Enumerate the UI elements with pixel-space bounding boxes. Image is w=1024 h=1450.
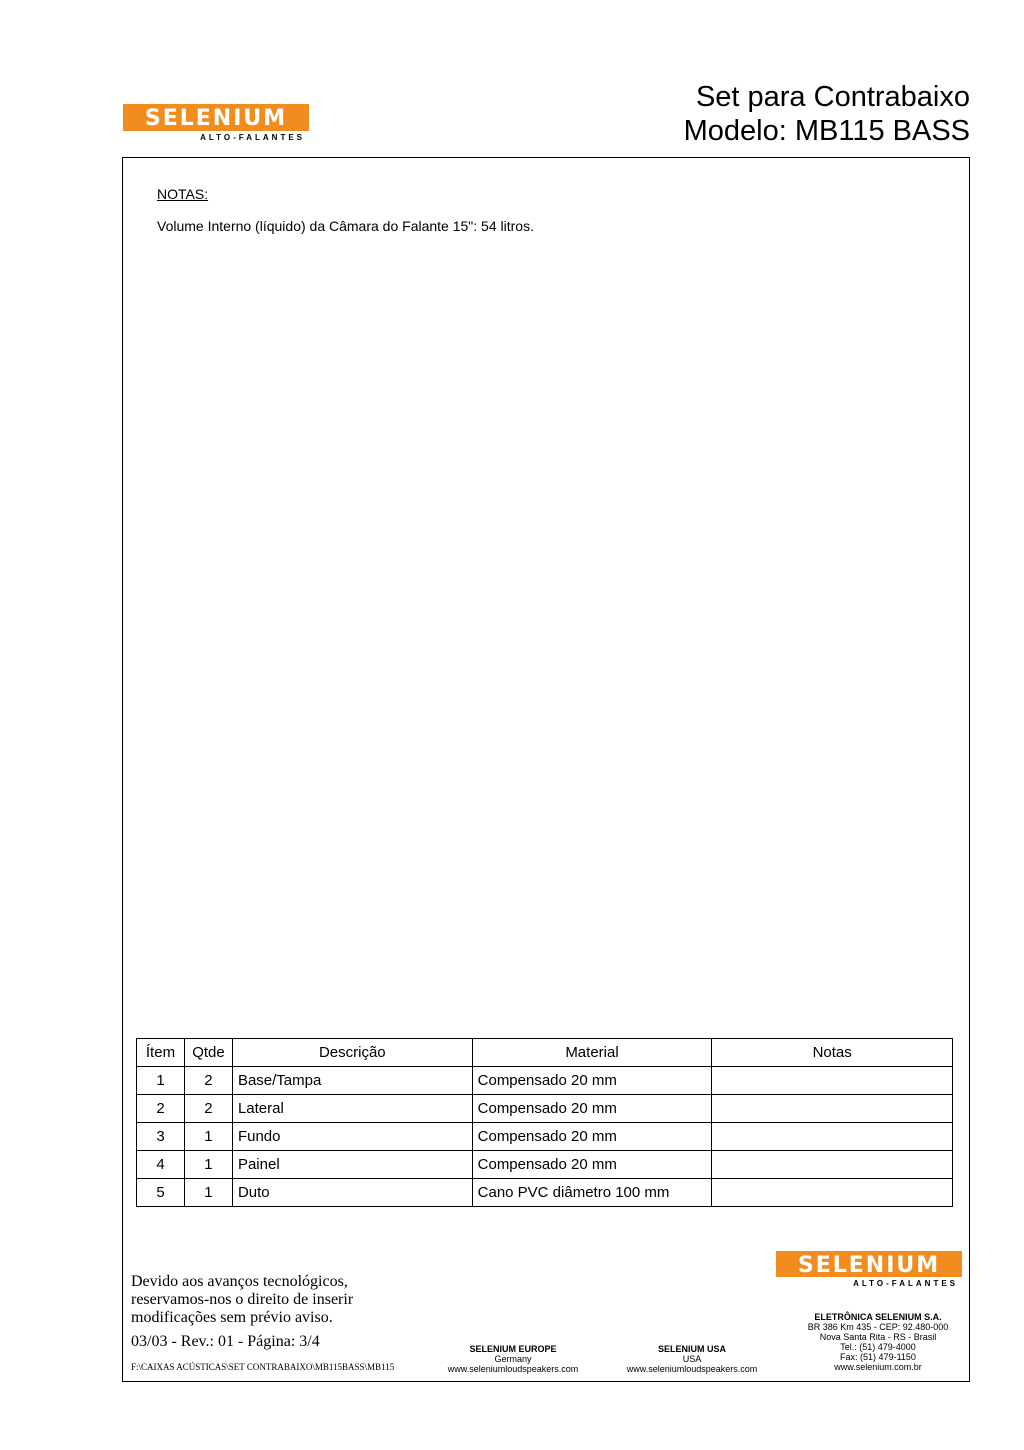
footer-logo-wordmark: SELENIUM [776,1251,962,1277]
cell-notas [712,1123,953,1151]
contact-name: SELENIUM USA [657,1344,726,1354]
file-path: F:\CAIXAS ACÚSTICAS\SET CONTRABAIXO\MB115BASS\MB115 [131,1362,395,1372]
table-row [137,1123,953,1151]
table-row [137,1095,953,1123]
cell-notas [712,1067,953,1095]
cell-descricao: Fundo [232,1123,472,1151]
table-row [137,1067,953,1095]
cell-item: 4 [137,1151,185,1179]
disclaimer-text [131,1273,353,1327]
contact-website: www.seleniumloudspeakers.com [447,1364,579,1374]
cell-item: 2 [137,1095,185,1123]
contact-country: Germany [494,1354,532,1364]
title-line-1: Set para Contrabaixo [695,81,970,113]
disclaimer-line: reservamos-nos o direito de inserir [131,1291,354,1308]
disclaimer-line: modificações sem prévio aviso. [131,1309,333,1326]
contact-phone: Tel.: (51) 479-4000 [840,1342,916,1352]
header-notas: Notas [712,1039,953,1067]
cell-notas [712,1095,953,1123]
cell-notas [712,1151,953,1179]
table-row [137,1179,953,1207]
header-qtde: Qtde [184,1039,232,1067]
contact-address: BR 386 Km 435 - CEP: 92.480-000 [807,1322,949,1332]
contact-website: www.seleniumloudspeakers.com [626,1364,758,1374]
cell-descricao: Painel [232,1151,472,1179]
parts-table [136,1038,953,1207]
cell-item: 3 [137,1123,185,1151]
footer-logo-tagline: ALTO-FALANTES [853,1279,958,1288]
cell-material: Cano PVC diâmetro 100 mm [472,1179,712,1207]
cell-qtde: 1 [184,1123,232,1151]
contact-fax: Fax: (51) 479-1150 [840,1352,916,1362]
cell-descricao: Duto [232,1179,472,1207]
contact-website: www.selenium.com.br [834,1362,922,1372]
cell-qtde: 1 [184,1179,232,1207]
contact-brazil [796,1312,960,1372]
contact-name: SELENIUM EUROPE [469,1344,557,1354]
title-line-2: Modelo: MB115 BASS [683,115,970,147]
cell-descricao: Base/Tampa [232,1067,472,1095]
selenium-logo [123,104,309,142]
notes-text: Volume Interno (líquido) da Câmara do Falante 15": 54 litros. [157,218,534,234]
header-material: Material [472,1039,712,1067]
disclaimer-line: Devido aos avanços tecnológicos, [131,1273,348,1290]
cell-material: Compensado 20 mm [472,1067,712,1095]
table-header-row [137,1039,953,1067]
notes-heading: NOTAS: [157,186,209,202]
table-row [137,1151,953,1179]
revision-info: 03/03 - Rev.: 01 - Página: 3/4 [131,1333,320,1350]
contact-europe [432,1344,594,1374]
contact-usa [611,1344,773,1374]
header-item: Ítem [137,1039,185,1067]
cell-material: Compensado 20 mm [472,1123,712,1151]
contact-name: ELETRÔNICA SELENIUM S.A. [814,1312,942,1322]
contact-address: Nova Santa Rita - RS - Brasil [819,1332,937,1342]
logo-tagline: ALTO-FALANTES [200,133,305,142]
cell-item: 5 [137,1179,185,1207]
logo-wordmark: SELENIUM [123,104,309,131]
cell-material: Compensado 20 mm [472,1151,712,1179]
cell-descricao: Lateral [232,1095,472,1123]
cell-qtde: 2 [184,1067,232,1095]
document-title [684,80,970,148]
cell-notas [712,1179,953,1207]
cell-item: 1 [137,1067,185,1095]
header-descricao: Descrição [232,1039,472,1067]
cell-qtde: 1 [184,1151,232,1179]
contact-country: USA [682,1354,702,1364]
cell-material: Compensado 20 mm [472,1095,712,1123]
cell-qtde: 2 [184,1095,232,1123]
footer-selenium-logo [776,1251,962,1288]
